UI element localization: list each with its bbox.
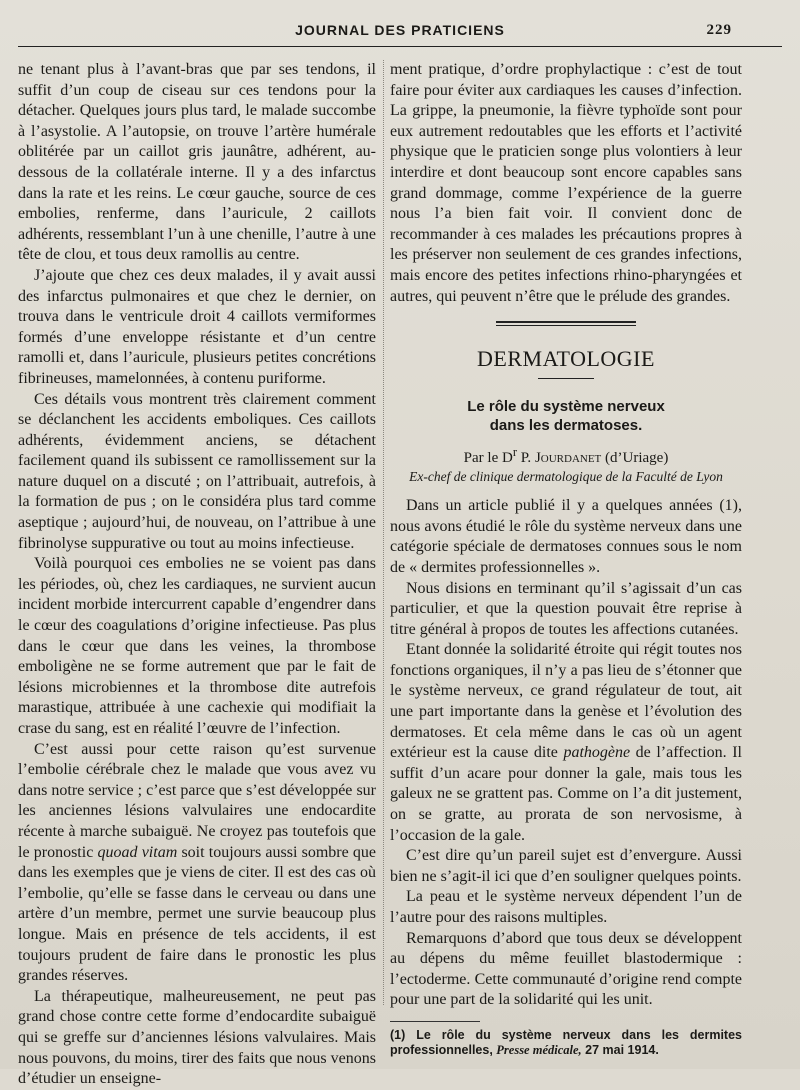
article-title [390,397,742,435]
footnote-date: 27 mai 1914. [581,1042,659,1057]
section-rule-short [538,378,594,379]
byline-place: (d’Uriage) [601,450,669,467]
paragraph: C’est dire qu’un pareil sujet est d’envergure. Aussi bien ne s’agit-il ici que d’en souligner quelques points. [390,847,742,885]
article-title-line: Le rôle du système nerveux [467,398,665,416]
left-column [18,60,376,1090]
paragraph: ne tenant plus à l’avant-bras que par ses tendons, il suffit d’un coup de ciseau sur ces tendons pour la détacher. Quelques jours plus tard, le malade succombe à l’asystolie. A l’autopsie, on trouve l’artère humérale oblitérée par un caillot gris jaunâtre, adhérent, au-dessous de la collatérale interne. Il y a des infarctus dans la rate et les reins. Le cœur gauche, source de ces embolies, renferme, dans l’auricule, 2 caillots adhérents, ressemblant l’un à une chenille, l’autre à une tête de clou, et tous deux ramollis au centre. [18,61,376,264]
footnote-rule [390,1021,480,1022]
paragraph: La thérapeutique, malheureusement, ne peut pas grand chose contre cette forme d’endocardite subaiguë qui se greffe sur d’anciennes lésions valvulaires. Mais nous pouvons, du moins, tirer des faits que nous venons d’étudier un enseigne- [18,987,376,1088]
right-column [390,60,742,1058]
paragraph: J’ajoute que chez ces deux malades, il y avait aussi des infarctus pulmonaires et que chez le dernier, on trouva dans le ventricule droit 4 caillots vermiformes formés d’une enveloppe résistante et d’un centre ramolli et, dans l’auricule, plusieurs petites concrétions fibrineuses, mamelonnées, à contenu puriforme. [18,266,376,387]
paragraph: Remarquons d’abord que tous deux se développent au dépens du même feuillet blastodermique : l’ectoderme. Cette communauté d’origine rend compte pour une part de la solidarité qui les unit. [390,929,742,1009]
author-name: Jourdanet [534,450,602,467]
paragraph: Dans un article publié il y a quelques années (1), nous avons étudié le rôle du système nerveux dans une catégorie spéciale de dermatoses connues sous le nom de « dermites professionnelles ». [390,497,742,576]
footnote-text: (1) Le rôle du système nerveux dans les dermites professionnelles, [390,1027,742,1057]
section-title: DERMATOLOGIE [477,346,655,372]
footnote [390,1028,742,1058]
paragraph [390,640,742,846]
byline [390,443,742,468]
section-rule [496,321,636,323]
italic-term: pathogène [563,744,631,762]
footnote-journal: Presse médicale, [496,1042,582,1057]
paragraph [18,740,376,987]
paragraph: ment pratique, d’ordre prophylactique : c’est de tout faire pour éviter aux cardiaques les causes d’infection. La grippe, la pneumonie, la fièvre typhoïde sont pour eux autrement redoutables que les efforts et l’activité physique que le praticien songe plus volontiers à leur interdire et dont beaucoup sont encore capables sans grand dommage, comme l’expérience de la guerre nous l’a bien fait voir. Il convient donc de recommander à ces malades les précautions propres à les préserver non seulement de ces grandes infections, mais encore des petites infections rhino-pharyngées et autres, qui peuvent n’être que le prélude des grandes. [390,61,742,305]
paragraph-text: de l’affection. Il suffit d’un acare pour donner la gale, mais tous les galeux ne se grattent pas. Comme on l’a dit justement, on se gratte, au prorata de son nervosisme, à l’occasion de la gale. [390,744,742,844]
author-affiliation: Ex-chef de clinique dermatologique de la Faculté de Lyon [409,469,723,485]
running-header [18,22,782,42]
byline-prefix: Par le D [463,450,513,467]
paragraph: Voilà pourquoi ces embolies ne se voient pas dans les périodes, où, chez les cardiaques, ne survient aucun incident morbide intercurrent capable d’engendrer dans le cœur des coagulations d’origine infectieuse. Pas plus dans le cœur que dans les veines, la thrombose emboligène ne se forme autrement que par le fait de lésions microbiennes et la thrombose dite autrefois marastique, attribuée à une cachexie qui modifiait la crase du sang, est en réalité l’œuvre de l’infection. [18,555,376,737]
journal-title: JOURNAL DES PRATICIENS [295,22,505,38]
paragraph-text: C’est aussi pour cette raison qu’est survenue l’embolie cérébrale chez le malade que vous avez vu dans notre service ; c’est parce que s’est développée sur les anciennes lésions valvulaires une endocardite récente à marche subaiguë. Ne croyez pas toutefois que le pronostic [18,740,376,861]
paragraph-text: soit toujours aussi sombre que dans les exemples que je viens de citer. Il est des cas où l’embolie, qu’elle se fasse dans le cerveau ou dans une artère d’un membre, permet une survie beaucoup plus longue. Mais en présence de tels accidents, il est toujours prudent de faire dans le pronostic les plus grandes réserves. [18,843,377,985]
paragraph: Nous disions en terminant qu’il s’agissait d’un cas particulier, et que la question pouvait être reprise à titre général à propos de toutes les affections cutanées. [390,579,742,638]
column-divider [383,60,384,1005]
byline-initial: P. [517,450,535,467]
header-rule [18,46,782,47]
byline-sup: r [512,445,517,460]
page-number: 229 [706,22,732,38]
article-title-line: dans les dermatoses. [489,417,643,435]
italic-term: quoad vitam [97,843,178,861]
section-rule [496,325,636,326]
paragraph-text: Etant donnée la solidarité étroite qui régit toutes nos fonctions organiques, il n’y a pas lieu de s’étonner que le système nerveux, ce grand régulateur de tout, ait une part importante dans la genèse et l’évolution des dermatoses. Et cela même dans le cas où un agent extérieur est la cause dite [390,641,742,762]
paragraph: La peau et le système nerveux dépendent l’un de l’autre pour des raisons multiples. [390,888,742,926]
paragraph: Ces détails vous montrent très clairement comment se déclanchent les accidents emboliques. Ces caillots adhérents, évidemment anciens, se détachent facilement quand ils subissent ce ramollissement sur la nature duquel on a discuté ; on l’attribuait, autrefois, à la formation de pus ; on le considéra plus tard comme aseptique ; aujourd’hui, de nouveau, on l’attribue à une fibrinolyse suppurative ou tout au moins infectieuse. [18,390,376,552]
